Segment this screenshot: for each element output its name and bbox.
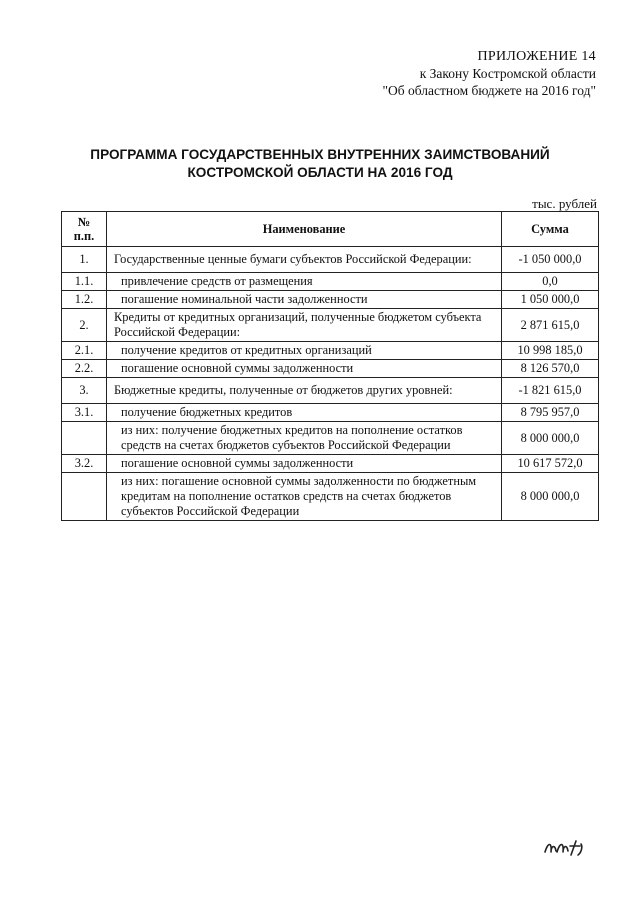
handwritten-signature (543, 838, 587, 863)
table-row (62, 455, 599, 473)
annex-title: ПРИЛОЖЕНИЕ 14 (477, 49, 596, 64)
table-row (62, 309, 599, 342)
annex-law-reference: к Закону Костромской области (419, 66, 596, 81)
row-name: из них: погашение основной суммы задолженности по бюджетным кредитам на пополнение остатков средств на счетах бюджетов субъектов Российской Федерации (107, 473, 502, 521)
row-name: погашение основной суммы задолженности (107, 360, 502, 378)
table-row (62, 291, 599, 309)
row-number: 2.2. (62, 360, 107, 378)
table-row (62, 247, 599, 273)
document-heading (0, 146, 640, 182)
row-name: Бюджетные кредиты, полученные от бюджетов других уровней: (107, 378, 502, 404)
row-sum: 8 126 570,0 (502, 360, 599, 378)
row-sum: 0,0 (502, 273, 599, 291)
signature-mark (543, 838, 587, 858)
heading-line-1: ПРОГРАММА ГОСУДАРСТВЕННЫХ ВНУТРЕННИХ ЗАИМСТВОВАНИЙ (90, 147, 550, 162)
row-number (62, 473, 107, 521)
row-name: из них: получение бюджетных кредитов на пополнение остатков средств на счетах бюджетов субъектов Российской Федерации (107, 422, 502, 455)
row-sum: 8 000 000,0 (502, 473, 599, 521)
row-name: Кредиты от кредитных организаций, полученные бюджетом субъекта Российской Федерации: (107, 309, 502, 342)
row-number: 2. (62, 309, 107, 342)
row-number: 3.1. (62, 404, 107, 422)
row-sum: -1 821 615,0 (502, 378, 599, 404)
table-row (62, 273, 599, 291)
row-name: получение кредитов от кредитных организаций (107, 342, 502, 360)
annex-law-title: "Об областном бюджете на 2016 год" (382, 83, 596, 98)
row-number: 1. (62, 247, 107, 273)
row-name: привлечение средств от размещения (107, 273, 502, 291)
row-sum: 8 795 957,0 (502, 404, 599, 422)
header-number-line-1: № (77, 215, 91, 229)
row-name: Государственные ценные бумаги субъектов Российской Федерации: (107, 247, 502, 273)
row-number: 1.1. (62, 273, 107, 291)
row-number: 2.1. (62, 342, 107, 360)
row-name: погашение номинальной части задолженности (107, 291, 502, 309)
row-number: 3. (62, 378, 107, 404)
row-sum: 2 871 615,0 (502, 309, 599, 342)
table-row (62, 422, 599, 455)
table-row (62, 404, 599, 422)
row-sum: 8 000 000,0 (502, 422, 599, 455)
heading-line-2: КОСТРОМСКОЙ ОБЛАСТИ НА 2016 ГОД (187, 165, 453, 180)
table-header-row (62, 212, 599, 247)
header-number (62, 212, 107, 247)
borrowing-program-table (61, 211, 599, 521)
row-sum: -1 050 000,0 (502, 247, 599, 273)
table-row (62, 473, 599, 521)
row-sum: 1 050 000,0 (502, 291, 599, 309)
table-row (62, 360, 599, 378)
row-number: 3.2. (62, 455, 107, 473)
row-number (62, 422, 107, 455)
row-name: получение бюджетных кредитов (107, 404, 502, 422)
annex-block (383, 48, 597, 99)
header-name: Наименование (107, 212, 502, 247)
header-sum: Сумма (502, 212, 599, 247)
row-sum: 10 617 572,0 (502, 455, 599, 473)
row-number: 1.2. (62, 291, 107, 309)
header-number-line-2: п.п. (73, 229, 95, 243)
table-row (62, 342, 599, 360)
table-row (62, 378, 599, 404)
units-label: тыс. рублей (532, 196, 597, 211)
row-sum: 10 998 185,0 (502, 342, 599, 360)
row-name: погашение основной суммы задолженности (107, 455, 502, 473)
